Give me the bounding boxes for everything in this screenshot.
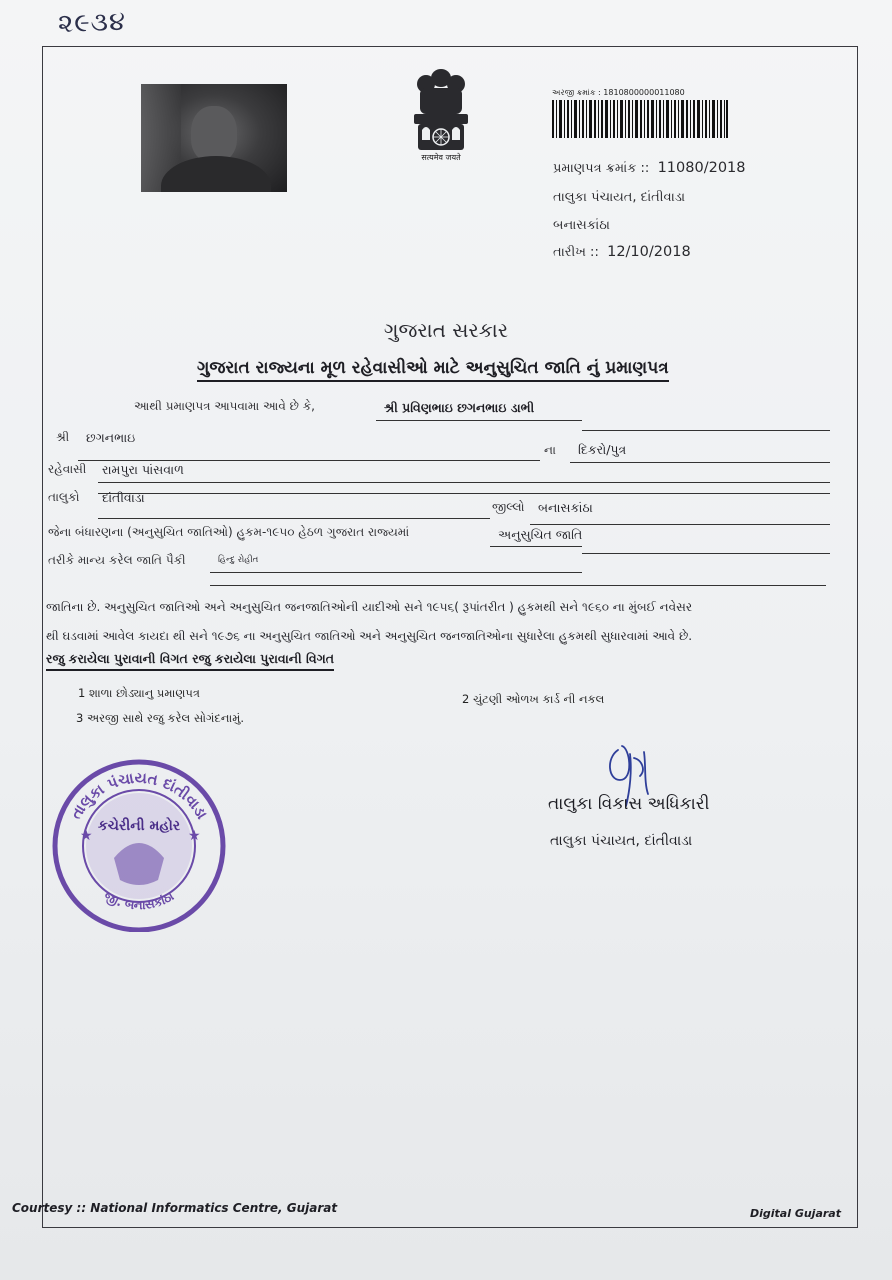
recognized-label: તરીકે માન્ય કરેલ જાતિ પૈકી: [48, 553, 186, 567]
certificate-title: ગુજરાત રાજ્યના મૂળ રહેવાસીઓ માટે અનુસુચિત જાતિ નું પ્રમાણપત્ર: [197, 358, 669, 382]
paragraph-line-2: થી ઘડવામાં આવેલ કાયદા થી સને ૧૯૭૬ ના અનુસુચિત જાતિઓ અને અનુસુચિત જનજાતિઓના સુધારેલા હુકમથી સુધારવામાં આવે છે.: [46, 629, 693, 643]
officer-title: તાલુકા વિકાસ અધિકારી: [548, 794, 710, 814]
district-label: જીલ્લો: [492, 500, 525, 514]
seal-top-text: તાલુકા પંચાયત દાંતીવાડા: [66, 768, 212, 823]
resident: રામપુરા પાંસવાળ: [102, 462, 184, 477]
intro-label: આથી પ્રમાણપત્ર આપવામા આવે છે કે,: [134, 399, 315, 413]
issue-date: તારીખ :: 12/10/2018: [553, 244, 691, 260]
emblem-motto: सत्यमेव जयते: [421, 153, 461, 162]
footer-courtesy: Courtesy :: National Informatics Centre, Gujarat: [12, 1201, 338, 1215]
officer-office: તાલુકા પંચાયત, દાંતીવાડા: [550, 833, 693, 849]
document-item: 1 શાળા છોડ્યાનુ પ્રમાણપત્ર: [78, 686, 200, 700]
document-item: 2 ચુંટણી ઓળખ કાર્ડ ની નકલ: [462, 692, 605, 706]
application-number: અરજી ક્રમાંક : 1810800000011080: [552, 88, 685, 97]
applicant-name: શ્રી પ્રવિણભાઇ છગનભાઇ ડાભી: [384, 400, 535, 415]
shri-label: શ્રી: [56, 430, 70, 444]
na-label: ના: [544, 443, 556, 457]
constitution-label: જેના બંધારણના (અનુસુચિત જાતિઓ) હુકમ-૧૯૫૦ હેઠળ ગુજરાત રાજ્યમાં: [48, 525, 410, 539]
handwritten-number: ૨૯૩૪: [57, 6, 127, 40]
seal-center-text: કચેરીની મહોર: [97, 818, 181, 834]
taluka-label: તાલુકો: [48, 490, 80, 504]
caste: હિન્દુ રોહીત: [218, 555, 259, 565]
paragraph-line-1: જાતિના છે. અનુસુચિત જાતિઓ અને અનુસુચિત જનજાતિઓની યાદીઓ સને ૧૯૫૬( રૂપાંતરીત ) હુકમથી સને ૧૯૬૦ ના મુંબઈ નવેસર: [46, 600, 693, 614]
barcode: [552, 100, 728, 138]
applicant-photo: [141, 84, 287, 192]
documents-heading: રજુ કરાયેલા પુરાવાની વિગત રજુ કરાયેલા પુરાવાની વિગત: [46, 651, 334, 671]
taluka: દાંતીવાડા: [102, 490, 145, 505]
relation: દિકરો/પુત્ર: [578, 442, 627, 457]
certificate-number: પ્રમાણપત્ર ક્રમાંક :: 11080/2018: [553, 160, 746, 176]
issuing-district: બનાસકાંઠા: [553, 218, 610, 233]
svg-text:★: ★: [80, 828, 93, 844]
category: અનુસુચિત જાતિ: [498, 527, 583, 542]
issuing-office: તાલુકા પંચાયત, દાંતીવાડા: [553, 190, 686, 205]
resident-label: રહેવાસી: [48, 462, 87, 476]
father-name: છગનભાઇ: [86, 430, 136, 445]
district: બનાસકાંઠા: [538, 500, 593, 515]
document-item: 3 અરજી સાથે રજુ કરેલ સોગંદનામું.: [76, 711, 245, 725]
seal-bottom-text: જી. બનાસકાંઠા: [101, 888, 177, 913]
footer-brand: Digital Gujarat: [750, 1207, 841, 1220]
svg-text:★: ★: [188, 828, 201, 844]
government-title: ગુજરાત સરકાર: [383, 318, 509, 342]
office-seal: [50, 758, 228, 932]
